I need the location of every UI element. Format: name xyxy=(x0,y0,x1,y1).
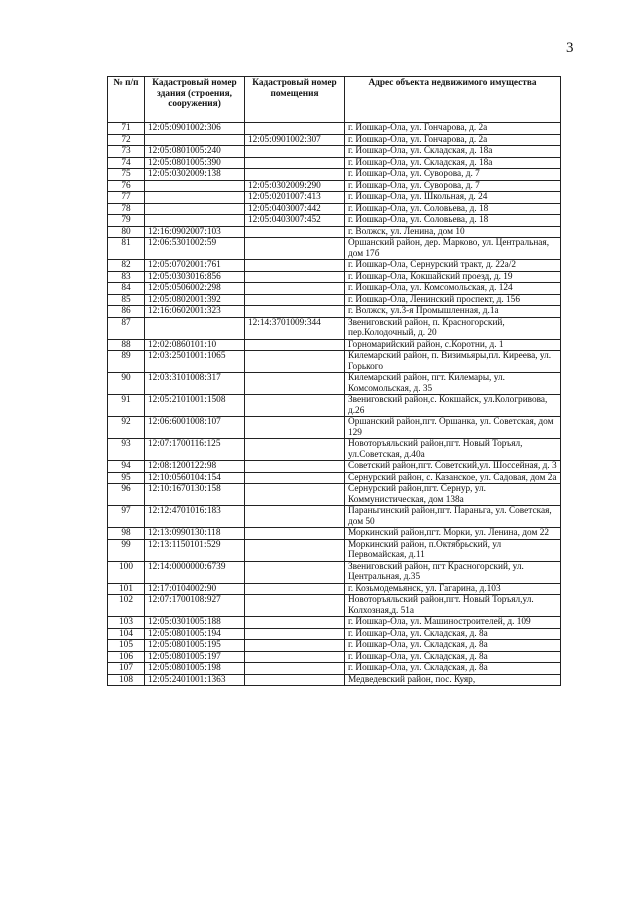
row-number-cell: 102 xyxy=(108,595,145,617)
address-cell: г. Йошкар-Ола, ул. Школьная, д. 24 xyxy=(345,192,561,204)
address-cell: Оршанский район, дер. Марково, ул. Центральная, дом 17б xyxy=(345,238,561,260)
room-cadastral-cell: 12:05:0901002:307 xyxy=(245,134,345,146)
address-cell: г. Йошкар-Ола, ул. Складская, д. 8а xyxy=(345,651,561,663)
room-cadastral-cell xyxy=(245,461,345,473)
address-cell: Моркинский район,пгт. Морки, ул. Ленина, дом 22 xyxy=(345,528,561,540)
room-cadastral-cell xyxy=(245,561,345,583)
room-cadastral-cell xyxy=(245,260,345,272)
row-number-cell: 105 xyxy=(108,640,145,652)
building-cadastral-cell: 12:13:1150101:529 xyxy=(145,539,245,561)
address-cell: г. Козьмодемьянск, ул. Гагарина, д.103 xyxy=(345,583,561,595)
building-cadastral-cell: 12:05:0801005:195 xyxy=(145,640,245,652)
table-row xyxy=(108,215,561,227)
row-number-cell: 80 xyxy=(108,226,145,238)
room-cadastral-cell xyxy=(245,306,345,318)
table-row xyxy=(108,192,561,204)
address-cell: Сернурский район, с. Казанское, ул. Садовая, дом 2а xyxy=(345,472,561,484)
table-row xyxy=(108,238,561,260)
room-cadastral-cell xyxy=(245,506,345,528)
row-number-cell: 81 xyxy=(108,238,145,260)
table-row xyxy=(108,461,561,473)
address-cell: г. Йошкар-Ола, ул. Складская, д. 8а xyxy=(345,663,561,675)
row-number-cell: 75 xyxy=(108,169,145,181)
row-number-cell: 85 xyxy=(108,294,145,306)
room-cadastral-cell xyxy=(245,484,345,506)
building-cadastral-cell: 12:05:0506002:298 xyxy=(145,283,245,295)
table-row xyxy=(108,226,561,238)
table-row xyxy=(108,640,561,652)
room-cadastral-cell xyxy=(245,294,345,306)
room-cadastral-cell xyxy=(245,351,345,373)
building-cadastral-cell: 12:05:0801005:198 xyxy=(145,663,245,675)
table-row xyxy=(108,595,561,617)
row-number-cell: 89 xyxy=(108,351,145,373)
address-cell: Новоторъяльский район,пгт. Новый Торъял, ул.Советская, д.40а xyxy=(345,439,561,461)
row-number-cell: 99 xyxy=(108,539,145,561)
address-cell: Моркинский район, п.Октябрьский, ул Первомайская, д.11 xyxy=(345,539,561,561)
table-row xyxy=(108,674,561,686)
row-number-cell: 96 xyxy=(108,484,145,506)
header-row-number: № п/п xyxy=(108,77,145,123)
building-cadastral-cell: 12:05:0702001:761 xyxy=(145,260,245,272)
address-cell: г. Йошкар-Ола, ул. Складская, д. 18а xyxy=(345,146,561,158)
room-cadastral-cell xyxy=(245,271,345,283)
row-number-cell: 92 xyxy=(108,417,145,439)
room-cadastral-cell: 12:05:0403007:442 xyxy=(245,203,345,215)
row-number-cell: 82 xyxy=(108,260,145,272)
room-cadastral-cell xyxy=(245,169,345,181)
table-header xyxy=(108,77,561,123)
building-cadastral-cell: 12:03:2501001:1065 xyxy=(145,351,245,373)
building-cadastral-cell xyxy=(145,180,245,192)
building-cadastral-cell: 12:05:2101001:1508 xyxy=(145,395,245,417)
table-row xyxy=(108,123,561,135)
room-cadastral-cell xyxy=(245,238,345,260)
address-cell: г. Йошкар-Ола, ул. Складская, д. 8а xyxy=(345,640,561,652)
room-cadastral-cell xyxy=(245,226,345,238)
table-row xyxy=(108,628,561,640)
row-number-cell: 72 xyxy=(108,134,145,146)
row-number-cell: 83 xyxy=(108,271,145,283)
header-row xyxy=(108,77,561,123)
building-cadastral-cell: 12:12:4701016:183 xyxy=(145,506,245,528)
address-cell: г. Йошкар-Ола, ул. Гончарова, д. 2а xyxy=(345,123,561,135)
room-cadastral-cell xyxy=(245,640,345,652)
header-room-cadastral: Кадастровый номер помещения xyxy=(245,77,345,123)
table-row xyxy=(108,283,561,295)
room-cadastral-cell xyxy=(245,663,345,675)
address-cell: Килемарский район, п. Визимьяры,пл. Киреева, ул. Горького xyxy=(345,351,561,373)
room-cadastral-cell xyxy=(245,439,345,461)
building-cadastral-cell: 12:05:0301005:188 xyxy=(145,617,245,629)
address-cell: Советский район,пгт. Советский,ул. Шоссейная, д. 3 xyxy=(345,461,561,473)
building-cadastral-cell xyxy=(145,192,245,204)
row-number-cell: 97 xyxy=(108,506,145,528)
row-number-cell: 101 xyxy=(108,583,145,595)
table-row xyxy=(108,169,561,181)
table-row xyxy=(108,180,561,192)
address-cell: Звениговский район, п. Красногорский, пер.Колодочный, д. 20 xyxy=(345,317,561,339)
address-cell: г. Йошкар-Ола, ул. Соловьева, д. 18 xyxy=(345,215,561,227)
building-cadastral-cell: 12:06:5301002:59 xyxy=(145,238,245,260)
row-number-cell: 79 xyxy=(108,215,145,227)
table-row xyxy=(108,583,561,595)
property-registry-table xyxy=(107,76,561,686)
row-number-cell: 87 xyxy=(108,317,145,339)
row-number-cell: 108 xyxy=(108,674,145,686)
table-row xyxy=(108,271,561,283)
table-row xyxy=(108,506,561,528)
row-number-cell: 77 xyxy=(108,192,145,204)
address-cell: Новоторъяльский район,пгт. Новый Торъял,ул. Колхозная,д. 51а xyxy=(345,595,561,617)
building-cadastral-cell: 12:10:0560104:154 xyxy=(145,472,245,484)
row-number-cell: 106 xyxy=(108,651,145,663)
table-row xyxy=(108,260,561,272)
building-cadastral-cell: 12:02:0860101:10 xyxy=(145,339,245,351)
row-number-cell: 71 xyxy=(108,123,145,135)
room-cadastral-cell xyxy=(245,157,345,169)
room-cadastral-cell xyxy=(245,651,345,663)
building-cadastral-cell: 12:05:0801005:194 xyxy=(145,628,245,640)
row-number-cell: 104 xyxy=(108,628,145,640)
building-cadastral-cell: 12:16:0902007:103 xyxy=(145,226,245,238)
row-number-cell: 73 xyxy=(108,146,145,158)
address-cell: г. Йошкар-Ола, ул. Складская, д. 18а xyxy=(345,157,561,169)
building-cadastral-cell: 12:05:0801005:390 xyxy=(145,157,245,169)
address-cell: г. Йошкар-Ола, ул. Гончарова, д. 2а xyxy=(345,134,561,146)
building-cadastral-cell: 12:05:0801005:197 xyxy=(145,651,245,663)
building-cadastral-cell: 12:06:6001008:107 xyxy=(145,417,245,439)
room-cadastral-cell xyxy=(245,283,345,295)
page-number: 3 xyxy=(566,40,574,56)
room-cadastral-cell xyxy=(245,472,345,484)
building-cadastral-cell: 12:07:1700116:125 xyxy=(145,439,245,461)
address-cell: Горномарийский район, с.Коротни, д. 1 xyxy=(345,339,561,351)
building-cadastral-cell: 12:13:0990130:118 xyxy=(145,528,245,540)
row-number-cell: 93 xyxy=(108,439,145,461)
address-cell: г. Йошкар-Ола, ул. Комсомольская, д. 124 xyxy=(345,283,561,295)
address-cell: г. Йошкар-Ола, ул. Складская, д. 8а xyxy=(345,628,561,640)
table-row xyxy=(108,157,561,169)
address-cell: Килемарский район, пгт. Килемары, ул. Комсомольская, д. 35 xyxy=(345,373,561,395)
table-row xyxy=(108,439,561,461)
row-number-cell: 103 xyxy=(108,617,145,629)
building-cadastral-cell: 12:05:0303016:856 xyxy=(145,271,245,283)
room-cadastral-cell xyxy=(245,674,345,686)
room-cadastral-cell xyxy=(245,123,345,135)
room-cadastral-cell xyxy=(245,528,345,540)
row-number-cell: 100 xyxy=(108,561,145,583)
table-row xyxy=(108,484,561,506)
room-cadastral-cell xyxy=(245,146,345,158)
table-row xyxy=(108,561,561,583)
room-cadastral-cell: 12:05:0302009:290 xyxy=(245,180,345,192)
table-body xyxy=(108,123,561,686)
room-cadastral-cell xyxy=(245,595,345,617)
building-cadastral-cell: 12:05:0901002:306 xyxy=(145,123,245,135)
room-cadastral-cell xyxy=(245,539,345,561)
table-row xyxy=(108,373,561,395)
room-cadastral-cell xyxy=(245,339,345,351)
table-row xyxy=(108,472,561,484)
address-cell: г. Йошкар-Ола, ул. Суворова, д. 7 xyxy=(345,169,561,181)
building-cadastral-cell xyxy=(145,215,245,227)
address-cell: Сернурский район,пгт. Сернур, ул. Коммунистическая, дом 138а xyxy=(345,484,561,506)
header-building-cadastral: Кадастровый номер здания (строения, сооружения) xyxy=(145,77,245,123)
room-cadastral-cell xyxy=(245,417,345,439)
building-cadastral-cell: 12:17:0104002:90 xyxy=(145,583,245,595)
building-cadastral-cell xyxy=(145,203,245,215)
row-number-cell: 76 xyxy=(108,180,145,192)
row-number-cell: 91 xyxy=(108,395,145,417)
row-number-cell: 84 xyxy=(108,283,145,295)
address-cell: Оршанский район,пгт. Оршанка, ул. Советская, дом 129 xyxy=(345,417,561,439)
table-row xyxy=(108,306,561,318)
table-row xyxy=(108,395,561,417)
table-row xyxy=(108,417,561,439)
table-row xyxy=(108,146,561,158)
table-row xyxy=(108,294,561,306)
room-cadastral-cell xyxy=(245,373,345,395)
row-number-cell: 98 xyxy=(108,528,145,540)
table-row xyxy=(108,134,561,146)
table-row xyxy=(108,617,561,629)
room-cadastral-cell xyxy=(245,583,345,595)
room-cadastral-cell xyxy=(245,617,345,629)
building-cadastral-cell: 12:10:1670130:158 xyxy=(145,484,245,506)
address-cell: Звениговский район, пгт Красногорский, ул. Центральная, д.35 xyxy=(345,561,561,583)
row-number-cell: 95 xyxy=(108,472,145,484)
building-cadastral-cell: 12:08:1200122:98 xyxy=(145,461,245,473)
row-number-cell: 107 xyxy=(108,663,145,675)
row-number-cell: 94 xyxy=(108,461,145,473)
row-number-cell: 78 xyxy=(108,203,145,215)
building-cadastral-cell: 12:16:0602001:323 xyxy=(145,306,245,318)
building-cadastral-cell xyxy=(145,134,245,146)
address-cell: г. Йошкар-Ола, ул. Соловьева, д. 18 xyxy=(345,203,561,215)
table-row xyxy=(108,539,561,561)
building-cadastral-cell: 12:05:2401001:1363 xyxy=(145,674,245,686)
room-cadastral-cell: 12:05:0201007:413 xyxy=(245,192,345,204)
table-row xyxy=(108,351,561,373)
table-row xyxy=(108,203,561,215)
address-cell: г. Йошкар-Ола, ул. Суворова, д. 7 xyxy=(345,180,561,192)
row-number-cell: 74 xyxy=(108,157,145,169)
room-cadastral-cell: 12:05:0403007:452 xyxy=(245,215,345,227)
address-cell: г. Волжск, ул.3-я Промышленная, д.1а xyxy=(345,306,561,318)
row-number-cell: 86 xyxy=(108,306,145,318)
building-cadastral-cell: 12:03:3101008:317 xyxy=(145,373,245,395)
building-cadastral-cell xyxy=(145,317,245,339)
room-cadastral-cell xyxy=(245,628,345,640)
room-cadastral-cell: 12:14:3701009:344 xyxy=(245,317,345,339)
address-cell: г. Йошкар-Ола, Кокшайский проезд, д. 19 xyxy=(345,271,561,283)
row-number-cell: 88 xyxy=(108,339,145,351)
table-row xyxy=(108,651,561,663)
room-cadastral-cell xyxy=(245,395,345,417)
row-number-cell: 90 xyxy=(108,373,145,395)
address-cell: Параньгинский район,пгт. Параньга, ул. Советская, дом 50 xyxy=(345,506,561,528)
address-cell: г. Йошкар-Ола, ул. Машиностроителей, д. 109 xyxy=(345,617,561,629)
table-row xyxy=(108,317,561,339)
building-cadastral-cell: 12:14:0000000:6739 xyxy=(145,561,245,583)
address-cell: Медведевский район, пос. Куяр, xyxy=(345,674,561,686)
building-cadastral-cell: 12:05:0302009:138 xyxy=(145,169,245,181)
building-cadastral-cell: 12:05:0802001:392 xyxy=(145,294,245,306)
table-row xyxy=(108,339,561,351)
address-cell: г. Йошкар-Ола, Ленинский проспект, д. 156 xyxy=(345,294,561,306)
address-cell: г. Волжск, ул. Ленина, дом 10 xyxy=(345,226,561,238)
building-cadastral-cell: 12:07:1700108:927 xyxy=(145,595,245,617)
header-address: Адрес объекта недвижимого имущества xyxy=(345,77,561,123)
building-cadastral-cell: 12:05:0801005:240 xyxy=(145,146,245,158)
table-row xyxy=(108,663,561,675)
address-cell: Звениговский район,с. Кокшайск, ул.Кологривова, д.26 xyxy=(345,395,561,417)
table-row xyxy=(108,528,561,540)
address-cell: г. Йошкар-Ола, Сернурский тракт, д. 22а/2 xyxy=(345,260,561,272)
